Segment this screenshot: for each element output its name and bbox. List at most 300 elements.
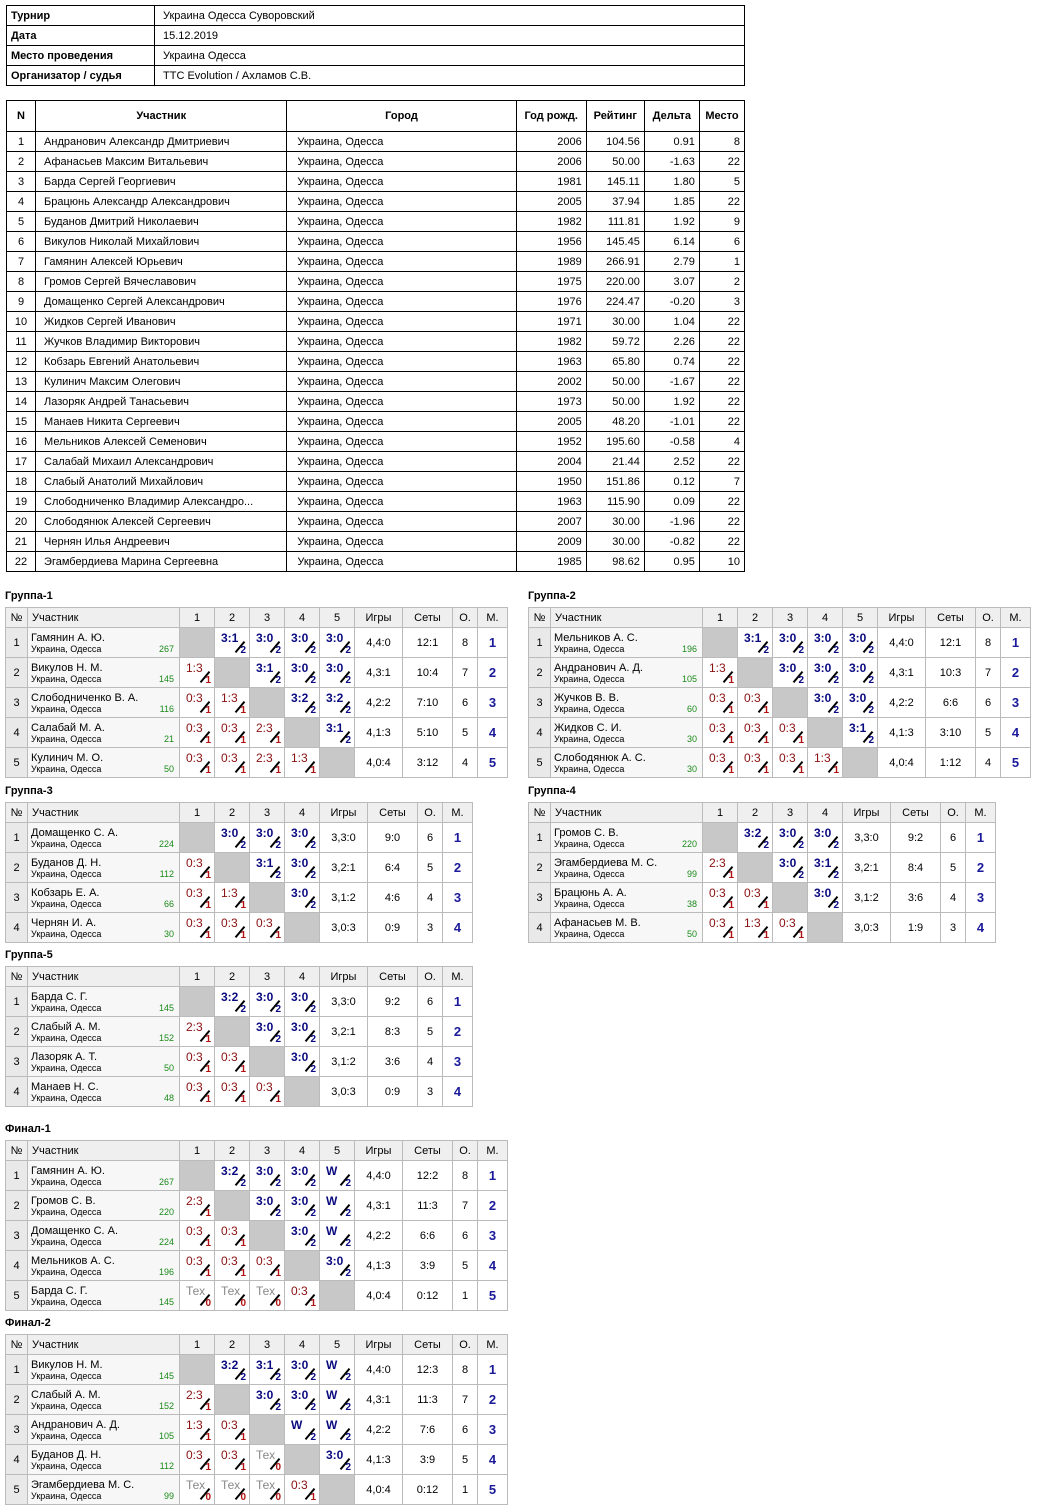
player-name: Мельников А. С. <box>554 631 638 644</box>
match-cell[interactable] <box>285 823 320 853</box>
col-opponent-5: 5 <box>320 1335 355 1355</box>
match-points: 1 <box>275 1268 281 1279</box>
match-cell[interactable] <box>285 1385 320 1415</box>
match-cell[interactable] <box>180 688 215 718</box>
match-score: 0:3 <box>744 751 761 765</box>
birth-year: 1982 <box>516 332 586 352</box>
match-points: 1 <box>310 765 316 776</box>
match-cell[interactable] <box>215 1077 250 1107</box>
row-number: 6 <box>7 232 36 252</box>
match-points: 2 <box>798 870 804 881</box>
match-score: 0:3 <box>186 1080 203 1094</box>
participant-city: Украина, Одесса <box>287 552 516 572</box>
points: 5 <box>453 1251 478 1281</box>
match-cell[interactable] <box>180 1445 215 1475</box>
match-cell[interactable] <box>320 718 355 748</box>
points: 4 <box>418 883 443 913</box>
sets: 0:9 <box>368 913 418 943</box>
match-points: 2 <box>345 1432 351 1443</box>
match-cell[interactable] <box>180 883 215 913</box>
match-cell[interactable] <box>285 1281 320 1311</box>
place: 7 <box>699 472 744 492</box>
match-cell[interactable] <box>180 1475 215 1505</box>
match-cell[interactable] <box>285 1475 320 1505</box>
match-cell[interactable] <box>285 1047 320 1077</box>
games: 3,3:0 <box>843 823 891 853</box>
games: 3,2:1 <box>320 1017 368 1047</box>
match-cell[interactable] <box>843 658 878 688</box>
match-cell[interactable] <box>285 658 320 688</box>
col-games: Игры <box>878 608 926 628</box>
match-cell[interactable] <box>285 1161 320 1191</box>
place: 1 <box>1001 628 1031 658</box>
match-cell[interactable] <box>215 1221 250 1251</box>
rating: 30.00 <box>586 532 644 552</box>
match-cell[interactable] <box>180 1281 215 1311</box>
match-cell[interactable] <box>250 1251 285 1281</box>
player-name: Андранович А. Д. <box>554 661 643 674</box>
match-cell[interactable] <box>843 718 878 748</box>
match-score: 3:2 <box>221 1358 239 1372</box>
match-cell[interactable] <box>180 1385 215 1415</box>
match-cell[interactable] <box>180 748 215 778</box>
points: 8 <box>453 628 478 658</box>
match-points: 1 <box>798 930 804 941</box>
col-points: О. <box>453 608 478 628</box>
match-cell[interactable] <box>285 688 320 718</box>
place: 2 <box>478 1385 508 1415</box>
col-opponent-3: 3 <box>250 1335 285 1355</box>
participant-name: Жидков Сергей Иванович <box>36 312 287 332</box>
col-sets: Сеты <box>368 967 418 987</box>
match-cell[interactable] <box>250 748 285 778</box>
col-opponent-4: 4 <box>285 1141 320 1161</box>
match-cell[interactable] <box>773 658 808 688</box>
group-row <box>529 913 996 943</box>
self-cell <box>808 913 843 943</box>
sets: 3:9 <box>403 1445 453 1475</box>
match-score: 3:0 <box>291 886 309 900</box>
rating: 195.60 <box>586 432 644 452</box>
games: 4,4:0 <box>355 1161 403 1191</box>
match-cell[interactable] <box>250 658 285 688</box>
match-cell[interactable] <box>808 628 843 658</box>
match-points: 1 <box>205 765 211 776</box>
match-cell[interactable] <box>250 718 285 748</box>
group-row <box>529 628 1031 658</box>
player-city: Украина, Одесса <box>554 703 625 714</box>
match-cell[interactable] <box>703 718 738 748</box>
match-cell[interactable] <box>215 1415 250 1445</box>
match-points: 1 <box>275 735 281 746</box>
player-city: Украина, Одесса <box>31 1092 102 1103</box>
match-points: 1 <box>798 765 804 776</box>
col-place: М. <box>478 608 508 628</box>
match-cell[interactable] <box>703 913 738 943</box>
games: 4,2:2 <box>355 688 403 718</box>
match-cell[interactable] <box>180 658 215 688</box>
birth-year: 1985 <box>516 552 586 572</box>
match-cell[interactable] <box>738 883 773 913</box>
match-cell[interactable] <box>250 853 285 883</box>
match-cell[interactable] <box>180 913 215 943</box>
delta: -1.01 <box>644 412 699 432</box>
match-points: 1 <box>205 1402 211 1413</box>
match-cell[interactable] <box>808 823 843 853</box>
place: 3 <box>966 883 996 913</box>
match-points: 2 <box>240 1178 246 1189</box>
group-header-row <box>529 608 1031 628</box>
match-score: 3:2 <box>221 1164 239 1178</box>
match-cell[interactable] <box>320 1251 355 1281</box>
match-cell[interactable] <box>215 628 250 658</box>
match-cell[interactable] <box>285 628 320 658</box>
match-score: 1:3 <box>221 886 238 900</box>
row-number: 2 <box>529 658 551 688</box>
match-cell[interactable] <box>808 853 843 883</box>
match-cell[interactable] <box>250 913 285 943</box>
participant-name: Домащенко Сергей Александрович <box>36 292 287 312</box>
points: 6 <box>418 987 443 1017</box>
player-rating: 152 <box>158 1401 174 1411</box>
match-score: 0:3 <box>709 751 726 765</box>
match-points: 1 <box>763 930 769 941</box>
match-cell[interactable] <box>180 1017 215 1047</box>
participants-header-row <box>7 101 745 132</box>
sets: 3:9 <box>403 1251 453 1281</box>
match-cell[interactable] <box>320 1161 355 1191</box>
points: 5 <box>418 853 443 883</box>
match-cell[interactable] <box>215 1445 250 1475</box>
match-cell[interactable] <box>738 748 773 778</box>
row-number: 3 <box>7 172 36 192</box>
player-cell <box>551 718 703 748</box>
match-cell[interactable] <box>773 748 808 778</box>
player-name: Барда С. Г. <box>31 990 88 1003</box>
rating: 145.45 <box>586 232 644 252</box>
match-cell[interactable] <box>250 1191 285 1221</box>
match-cell[interactable] <box>285 883 320 913</box>
table-row <box>7 352 745 372</box>
table-row <box>7 312 745 332</box>
place: 1 <box>966 823 996 853</box>
match-points: 1 <box>240 1064 246 1075</box>
match-cell[interactable] <box>320 1221 355 1251</box>
player-cell <box>551 748 703 778</box>
col-opponent-4: 4 <box>808 608 843 628</box>
table-row <box>7 332 745 352</box>
player-rating: 30 <box>686 734 697 744</box>
match-cell[interactable] <box>773 823 808 853</box>
match-cell[interactable] <box>738 913 773 943</box>
match-cell[interactable] <box>250 823 285 853</box>
match-cell[interactable] <box>250 1355 285 1385</box>
participant-name: Буданов Дмитрий Николаевич <box>36 212 287 232</box>
col-no: № <box>529 803 551 823</box>
match-cell[interactable] <box>320 1445 355 1475</box>
birth-year: 1989 <box>516 252 586 272</box>
group-title: Финал-1 <box>5 1123 51 1135</box>
match-cell[interactable] <box>250 1017 285 1047</box>
col-opponent-1: 1 <box>180 608 215 628</box>
match-points: 2 <box>833 675 839 686</box>
player-cell <box>28 658 180 688</box>
match-cell[interactable] <box>808 748 843 778</box>
match-score: 2:3 <box>256 721 273 735</box>
match-cell[interactable] <box>250 628 285 658</box>
self-cell <box>773 688 808 718</box>
row-number: 3 <box>6 1221 28 1251</box>
match-cell[interactable] <box>773 628 808 658</box>
row-number: 9 <box>7 292 36 312</box>
games: 4,1:3 <box>355 1251 403 1281</box>
player-cell <box>28 1161 180 1191</box>
match-cell[interactable] <box>215 1355 250 1385</box>
games: 4,2:2 <box>355 1221 403 1251</box>
table-row <box>7 432 745 452</box>
participant-city: Украина, Одесса <box>287 432 516 452</box>
rating: 50.00 <box>586 392 644 412</box>
group-row <box>6 658 508 688</box>
match-cell[interactable] <box>215 883 250 913</box>
rating: 224.47 <box>586 292 644 312</box>
sets: 1:12 <box>926 748 976 778</box>
match-cell[interactable] <box>215 718 250 748</box>
participant-city: Украина, Одесса <box>287 192 516 212</box>
match-cell[interactable] <box>180 853 215 883</box>
match-cell[interactable] <box>285 748 320 778</box>
match-cell[interactable] <box>285 1191 320 1221</box>
match-cell[interactable] <box>320 1355 355 1385</box>
match-points: 1 <box>240 1432 246 1443</box>
points: 4 <box>941 883 966 913</box>
self-cell <box>180 823 215 853</box>
match-cell[interactable] <box>215 823 250 853</box>
match-points: 1 <box>240 1268 246 1279</box>
match-cell[interactable] <box>180 1415 215 1445</box>
match-cell[interactable] <box>215 1161 250 1191</box>
self-cell <box>180 628 215 658</box>
place: 22 <box>699 452 744 472</box>
match-cell[interactable] <box>180 1077 215 1107</box>
match-cell[interactable] <box>738 718 773 748</box>
match-cell[interactable] <box>180 718 215 748</box>
match-score: 0:3 <box>779 751 796 765</box>
row-number: 3 <box>6 1415 28 1445</box>
match-cell[interactable] <box>180 1191 215 1221</box>
group-title: Группа-2 <box>528 590 576 602</box>
match-cell[interactable] <box>215 1251 250 1281</box>
match-cell[interactable] <box>250 1385 285 1415</box>
match-cell[interactable] <box>285 987 320 1017</box>
group-row <box>529 718 1031 748</box>
rating: 145.11 <box>586 172 644 192</box>
match-cell[interactable] <box>703 688 738 718</box>
match-cell[interactable] <box>285 1017 320 1047</box>
match-cell[interactable] <box>285 1355 320 1385</box>
table-row <box>7 452 745 472</box>
delta: 0.91 <box>644 132 699 152</box>
match-score: 3:0 <box>326 661 344 675</box>
group-row <box>529 748 1031 778</box>
match-points: 0 <box>275 1492 281 1503</box>
row-number: 11 <box>7 332 36 352</box>
match-cell[interactable] <box>843 628 878 658</box>
match-score: 3:0 <box>256 1388 274 1402</box>
birth-year: 1963 <box>516 492 586 512</box>
match-cell[interactable] <box>703 853 738 883</box>
match-cell[interactable] <box>180 1047 215 1077</box>
row-number: 15 <box>7 412 36 432</box>
sets: 6:4 <box>368 853 418 883</box>
player-cell <box>28 1251 180 1281</box>
player-cell <box>28 718 180 748</box>
match-score: 1:3 <box>709 661 726 675</box>
match-cell[interactable] <box>738 823 773 853</box>
group-header-row <box>6 1335 508 1355</box>
match-cell[interactable] <box>320 628 355 658</box>
col-place: М. <box>966 803 996 823</box>
match-cell[interactable] <box>773 913 808 943</box>
games: 4,4:0 <box>878 628 926 658</box>
place: 1 <box>478 1355 508 1385</box>
participant-city: Украина, Одесса <box>287 132 516 152</box>
match-cell[interactable] <box>215 1281 250 1311</box>
delta: 2.26 <box>644 332 699 352</box>
games: 4,0:4 <box>878 748 926 778</box>
match-points: 1 <box>763 900 769 911</box>
group-row <box>6 1221 508 1251</box>
rating: 115.90 <box>586 492 644 512</box>
group-row <box>6 1161 508 1191</box>
match-cell[interactable] <box>250 1161 285 1191</box>
match-points: 1 <box>205 675 211 686</box>
match-cell[interactable] <box>215 987 250 1017</box>
col-opponent-4: 4 <box>285 803 320 823</box>
group-table <box>528 607 1031 778</box>
match-points: 2 <box>275 675 281 686</box>
player-city: Украина, Одесса <box>554 763 625 774</box>
player-cell <box>28 1047 180 1077</box>
info-row <box>7 6 745 26</box>
col-no: № <box>529 608 551 628</box>
rating: 30.00 <box>586 512 644 532</box>
row-number: 2 <box>6 1191 28 1221</box>
match-cell[interactable] <box>738 628 773 658</box>
player-city: Украина, Одесса <box>31 898 102 909</box>
match-cell[interactable] <box>285 1221 320 1251</box>
points: 6 <box>418 823 443 853</box>
delta: 0.09 <box>644 492 699 512</box>
match-cell[interactable] <box>703 658 738 688</box>
player-city: Украина, Одесса <box>31 928 102 939</box>
group-table <box>5 1140 508 1311</box>
points: 7 <box>976 658 1001 688</box>
match-cell[interactable] <box>738 688 773 718</box>
row-number: 19 <box>7 492 36 512</box>
col-points: О. <box>976 608 1001 628</box>
match-cell[interactable] <box>285 1415 320 1445</box>
match-cell[interactable] <box>250 1077 285 1107</box>
games: 3,3:0 <box>320 987 368 1017</box>
participant-name: Слабый Анатолий Михайлович <box>36 472 287 492</box>
match-cell[interactable] <box>250 987 285 1017</box>
match-cell[interactable] <box>808 688 843 718</box>
match-cell[interactable] <box>773 718 808 748</box>
match-cell[interactable] <box>250 1475 285 1505</box>
match-cell[interactable] <box>215 688 250 718</box>
player-city: Украина, Одесса <box>31 1266 102 1277</box>
row-number: 3 <box>6 1047 28 1077</box>
player-rating: 220 <box>158 1207 174 1217</box>
player-cell <box>28 1475 180 1505</box>
match-cell[interactable] <box>180 1221 215 1251</box>
match-cell[interactable] <box>215 748 250 778</box>
match-cell[interactable] <box>320 1385 355 1415</box>
place: 2 <box>443 1017 473 1047</box>
match-cell[interactable] <box>285 853 320 883</box>
match-cell[interactable] <box>773 853 808 883</box>
match-points: 2 <box>310 675 316 686</box>
match-cell[interactable] <box>180 1251 215 1281</box>
player-rating: 224 <box>158 839 174 849</box>
match-score: 3:0 <box>814 886 832 900</box>
player-name: Манаев Н. С. <box>31 1080 99 1093</box>
match-cell[interactable] <box>320 1415 355 1445</box>
match-cell[interactable] <box>808 883 843 913</box>
place: 10 <box>699 552 744 572</box>
games: 4,0:4 <box>355 748 403 778</box>
match-cell[interactable] <box>215 1475 250 1505</box>
match-cell[interactable] <box>320 658 355 688</box>
sets: 5:10 <box>403 718 453 748</box>
place: 2 <box>699 272 744 292</box>
sets: 4:6 <box>368 883 418 913</box>
match-cell[interactable] <box>215 1047 250 1077</box>
player-city: Украина, Одесса <box>31 1002 102 1013</box>
player-cell <box>551 883 703 913</box>
group-header-row <box>6 803 473 823</box>
match-cell[interactable] <box>703 883 738 913</box>
match-points: 2 <box>240 645 246 656</box>
row-number: 5 <box>529 748 551 778</box>
player-city: Украина, Одесса <box>554 898 625 909</box>
player-city: Украина, Одесса <box>554 673 625 684</box>
match-points: 1 <box>728 735 734 746</box>
col-games: Игры <box>355 608 403 628</box>
match-cell[interactable] <box>843 688 878 718</box>
match-cell[interactable] <box>703 748 738 778</box>
group-row <box>529 658 1031 688</box>
sets: 0:12 <box>403 1281 453 1311</box>
row-number: 7 <box>7 252 36 272</box>
player-city: Украина, Одесса <box>31 733 102 744</box>
match-cell[interactable] <box>808 658 843 688</box>
match-cell[interactable] <box>250 1445 285 1475</box>
match-score: 0:3 <box>744 721 761 735</box>
match-points: 1 <box>240 705 246 716</box>
match-cell[interactable] <box>320 1191 355 1221</box>
sets: 7:10 <box>403 688 453 718</box>
match-cell[interactable] <box>250 1281 285 1311</box>
info-key: Дата <box>7 26 155 46</box>
player-name: Брацюнь А. А. <box>554 886 627 899</box>
match-score: 0:3 <box>186 1254 203 1268</box>
match-score: 0:3 <box>709 691 726 705</box>
row-number: 5 <box>6 1281 28 1311</box>
match-cell[interactable] <box>320 688 355 718</box>
match-cell[interactable] <box>215 913 250 943</box>
